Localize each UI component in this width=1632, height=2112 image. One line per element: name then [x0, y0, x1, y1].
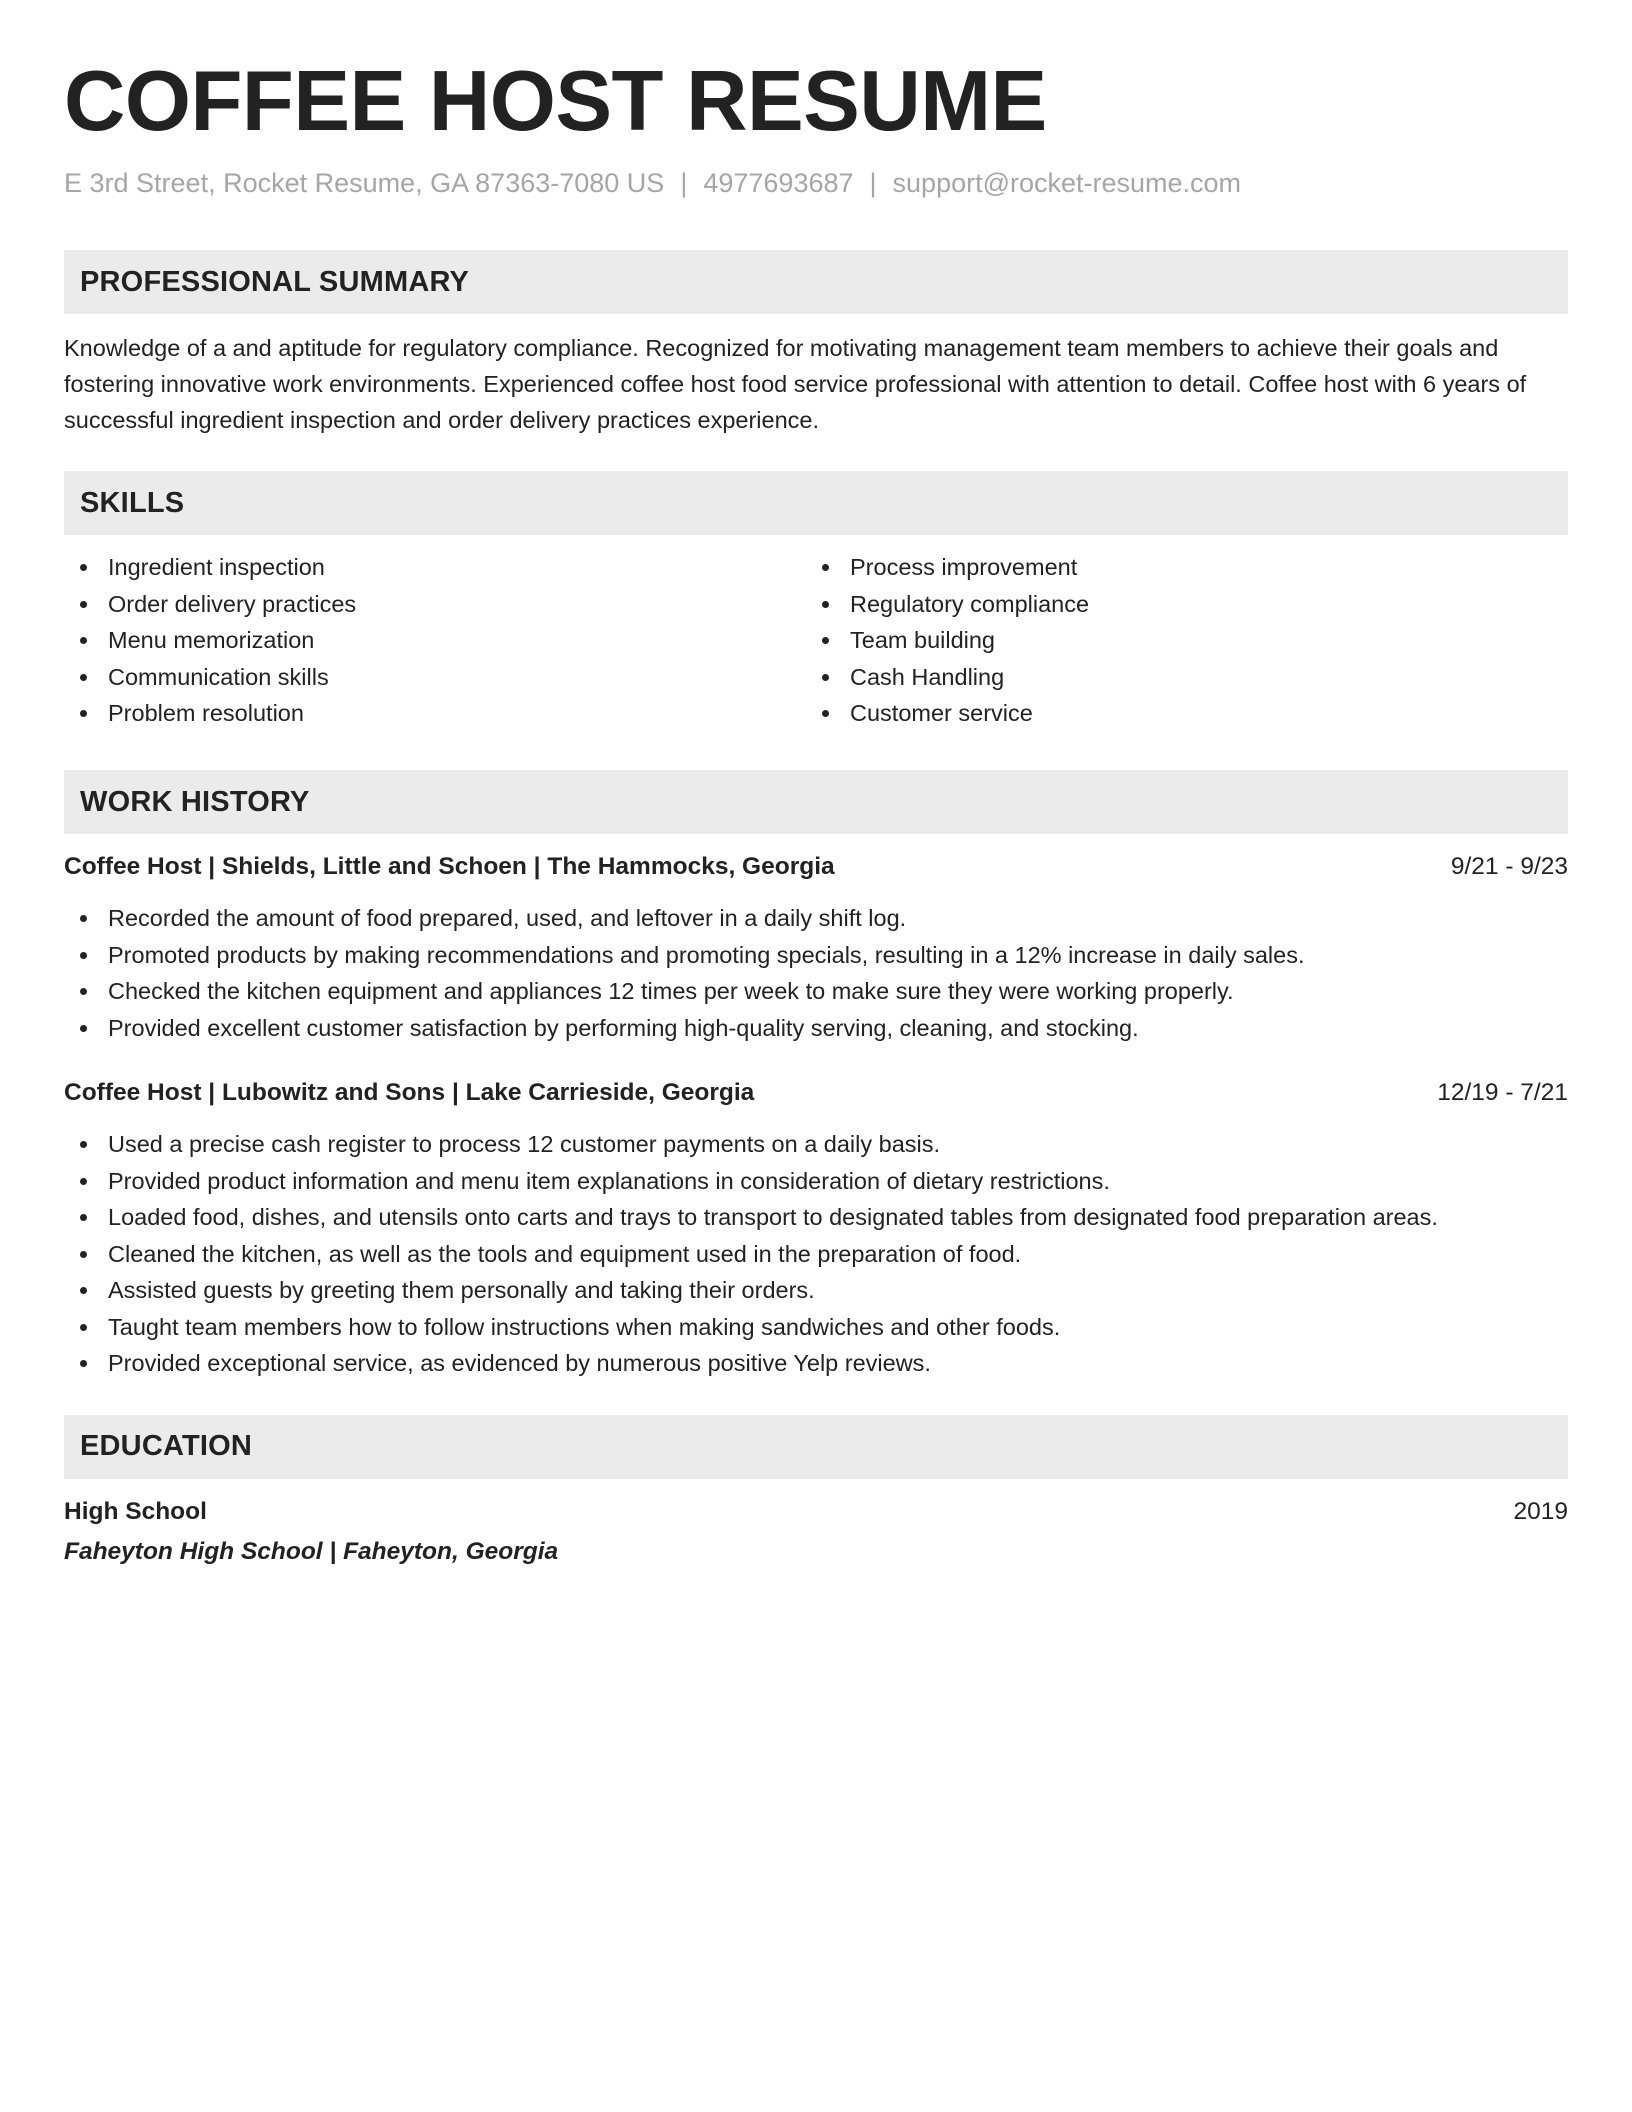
job-bullet: Loaded food, dishes, and utensils onto carts and trays to transport to designated tables from designated food preparation areas.	[64, 1199, 1568, 1236]
job-bullet: Provided excellent customer satisfaction by performing high-quality serving, cleaning, and stocking.	[64, 1010, 1568, 1047]
skill-item: Order delivery practices	[64, 586, 806, 623]
contact-separator: |	[680, 168, 688, 198]
section-header-work-history	[64, 770, 1568, 834]
job-bullet: Provided exceptional service, as evidenced by numerous positive Yelp reviews.	[64, 1345, 1568, 1382]
section-title: PROFESSIONAL SUMMARY	[80, 265, 470, 298]
job-bullet: Taught team members how to follow instructions when making sandwiches and other foods.	[64, 1309, 1568, 1346]
section-header-summary	[64, 250, 1568, 314]
job-title: Coffee Host | Shields, Little and Schoen | The Hammocks, Georgia	[64, 853, 835, 880]
job-entry	[64, 1076, 1568, 1382]
skill-item: Ingredient inspection	[64, 549, 806, 586]
contact-line	[64, 166, 1568, 200]
job-bullets	[64, 900, 1568, 1046]
skill-item: Menu memorization	[64, 622, 806, 659]
job-bullets	[64, 1126, 1568, 1382]
section-title: SKILLS	[80, 486, 185, 519]
education-year: 2019	[1513, 1497, 1568, 1525]
skill-item: Communication skills	[64, 659, 806, 696]
skills-column-right	[806, 549, 1548, 737]
job-bullet: Cleaned the kitchen, as well as the tools and equipment used in the preparation of food.	[64, 1236, 1568, 1273]
job-bullet: Assisted guests by greeting them personally and taking their orders.	[64, 1272, 1568, 1309]
job-bullet: Promoted products by making recommendations and promoting specials, resulting in a 12% increase in daily sales.	[64, 937, 1568, 974]
job-title: Coffee Host | Lubowitz and Sons | Lake Carrieside, Georgia	[64, 1079, 755, 1106]
job-entry	[64, 850, 1568, 1046]
skill-item: Cash Handling	[806, 659, 1548, 696]
skills-column-left	[64, 549, 806, 737]
summary-text: Knowledge of a and aptitude for regulatory compliance. Recognized for motivating management team members to achieve their goals and fostering innovative work environments. Experienced coffee host food service professional with attention to detail. Coffee host with 6 years of successful ingredient inspection and order delivery practices experience.	[64, 335, 1527, 433]
job-bullet: Recorded the amount of food prepared, used, and leftover in a daily shift log.	[64, 900, 1568, 937]
education-entry	[64, 1495, 1568, 1569]
resume-title: COFFEE HOST RESUME	[64, 54, 1047, 149]
job-dates: 12/19 - 7/21	[1437, 1079, 1568, 1106]
skill-item: Customer service	[806, 695, 1548, 732]
skill-item: Regulatory compliance	[806, 586, 1548, 623]
job-bullet: Checked the kitchen equipment and appliances 12 times per week to make sure they were working properly.	[64, 973, 1568, 1010]
section-header-skills	[64, 471, 1568, 535]
skill-item: Problem resolution	[64, 695, 806, 732]
education-degree: High School	[64, 1497, 207, 1525]
job-header	[64, 1076, 1568, 1110]
job-dates: 9/21 - 9/23	[1450, 853, 1568, 880]
contact-separator: |	[869, 168, 877, 198]
section-title: EDUCATION	[80, 1430, 253, 1462]
education-header	[64, 1495, 1568, 1529]
job-bullet: Provided product information and menu item explanations in consideration of dietary restrictions.	[64, 1163, 1568, 1200]
contact-phone: 4977693687	[703, 168, 854, 198]
skill-item: Team building	[806, 622, 1548, 659]
job-header	[64, 850, 1568, 884]
contact-email: support@rocket-resume.com	[892, 168, 1242, 198]
section-header-education	[64, 1415, 1568, 1479]
skills-list	[64, 549, 1568, 737]
section-title: WORK HISTORY	[80, 785, 310, 818]
job-bullet: Used a precise cash register to process 12 customer payments on a daily basis.	[64, 1126, 1568, 1163]
education-school: Faheyton High School | Faheyton, Georgia	[64, 1537, 559, 1565]
contact-address: E 3rd Street, Rocket Resume, GA 87363-7080 US	[64, 168, 665, 198]
resume-page	[64, 52, 1568, 1569]
skill-item: Process improvement	[806, 549, 1548, 586]
